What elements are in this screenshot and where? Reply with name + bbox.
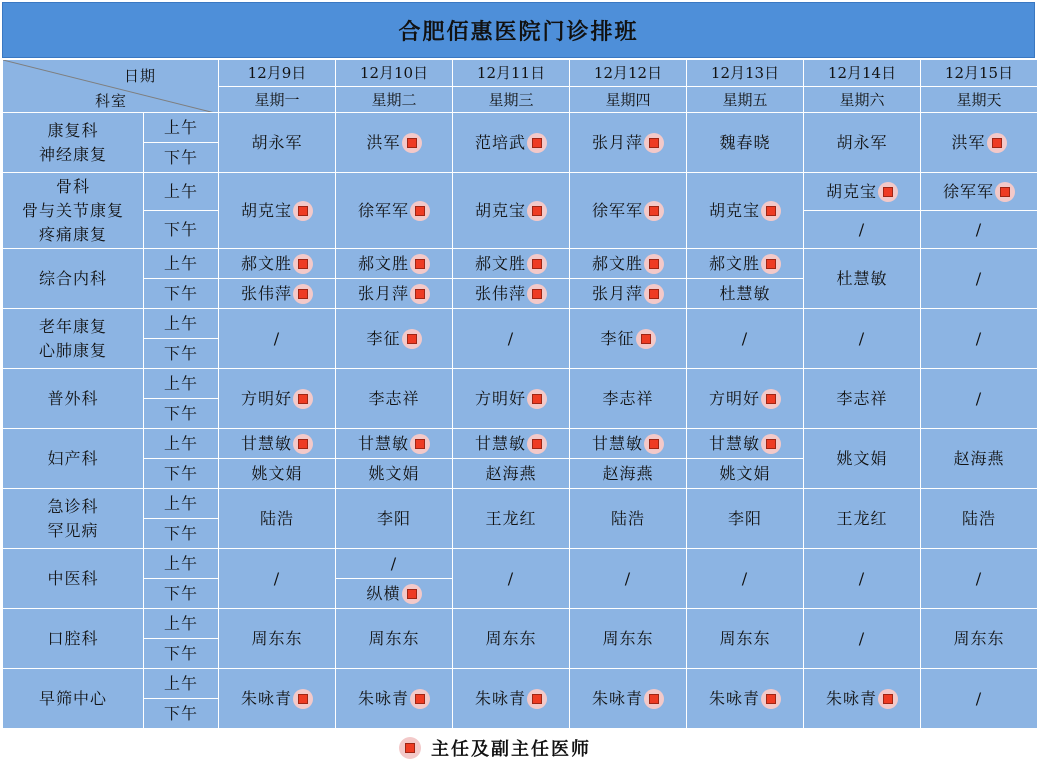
doctor-name: / bbox=[741, 568, 749, 588]
department-row bbox=[3, 309, 1038, 339]
schedule-cell bbox=[453, 459, 570, 489]
doctor-name: / bbox=[273, 568, 281, 588]
schedule-cell bbox=[804, 429, 921, 489]
senior-doctor-marker-icon bbox=[399, 737, 421, 759]
department-name bbox=[3, 669, 144, 729]
doctor-name: 胡克宝 bbox=[474, 200, 526, 220]
header-weekday: 星期六 bbox=[804, 87, 921, 113]
schedule-cell bbox=[804, 249, 921, 309]
period-am: 上午 bbox=[144, 113, 219, 143]
schedule-cell bbox=[921, 549, 1038, 609]
period-pm: 下午 bbox=[144, 279, 219, 309]
doctor-name: 郝文胜 bbox=[708, 253, 760, 273]
schedule-cell bbox=[921, 211, 1038, 249]
period-pm: 下午 bbox=[144, 639, 219, 669]
schedule-cell bbox=[804, 369, 921, 429]
senior-doctor-marker-icon bbox=[761, 434, 781, 454]
department-label: 早筛中心 bbox=[38, 688, 107, 708]
department-name bbox=[3, 309, 144, 369]
schedule-table bbox=[2, 59, 1038, 729]
schedule-cell bbox=[687, 609, 804, 669]
senior-doctor-marker-icon bbox=[761, 389, 781, 409]
header-weekday: 星期一 bbox=[219, 87, 336, 113]
schedule-cell bbox=[804, 113, 921, 173]
senior-doctor-marker-icon bbox=[293, 201, 313, 221]
header-weekday: 星期三 bbox=[453, 87, 570, 113]
department-row bbox=[3, 669, 1038, 699]
header-weekday: 星期二 bbox=[336, 87, 453, 113]
doctor-name: 朱咏青 bbox=[591, 688, 643, 708]
doctor-name: 张月萍 bbox=[591, 132, 643, 152]
doctor-name: 胡克宝 bbox=[708, 200, 760, 220]
schedule-cell bbox=[687, 279, 804, 309]
header-weekday: 星期四 bbox=[570, 87, 687, 113]
header-date: 12月12日 bbox=[570, 60, 687, 87]
department-row bbox=[3, 249, 1038, 279]
schedule-cell bbox=[570, 429, 687, 459]
schedule-cell bbox=[453, 279, 570, 309]
senior-doctor-marker-icon bbox=[761, 201, 781, 221]
doctor-name: 甘慧敏 bbox=[240, 433, 292, 453]
schedule-cell bbox=[921, 489, 1038, 549]
doctor-name: 甘慧敏 bbox=[708, 433, 760, 453]
schedule-cell bbox=[687, 369, 804, 429]
period-pm: 下午 bbox=[144, 579, 219, 609]
department-row bbox=[3, 489, 1038, 519]
department-row bbox=[3, 609, 1038, 639]
legend-label: 主任及副主任医师 bbox=[431, 739, 591, 760]
header-weekday: 星期天 bbox=[921, 87, 1038, 113]
senior-doctor-marker-icon bbox=[987, 133, 1007, 153]
department-label: 综合内科 bbox=[38, 268, 107, 288]
period-am: 上午 bbox=[144, 249, 219, 279]
period-am: 上午 bbox=[144, 369, 219, 399]
doctor-name: 范培武 bbox=[474, 132, 526, 152]
doctor-name: 赵海燕 bbox=[485, 463, 537, 483]
senior-doctor-marker-icon bbox=[878, 689, 898, 709]
schedule-cell bbox=[570, 669, 687, 729]
legend bbox=[398, 735, 591, 761]
schedule-cell bbox=[453, 113, 570, 173]
senior-doctor-marker-icon bbox=[410, 689, 430, 709]
doctor-name: 李征 bbox=[366, 328, 401, 348]
department-row bbox=[3, 113, 1038, 143]
doctor-name: 徐军军 bbox=[942, 181, 994, 201]
schedule-cell bbox=[219, 609, 336, 669]
period-pm: 下午 bbox=[144, 339, 219, 369]
department-label: 骨与关节康复 bbox=[21, 200, 124, 220]
doctor-name: / bbox=[975, 388, 983, 408]
schedule-cell bbox=[921, 249, 1038, 309]
doctor-name: 姚文娟 bbox=[368, 463, 420, 483]
schedule-cell bbox=[453, 309, 570, 369]
department-label: 老年康复 bbox=[38, 316, 107, 336]
schedule-cell bbox=[687, 549, 804, 609]
page-title: 合肥佰惠医院门诊排班 bbox=[2, 2, 1035, 58]
department-row bbox=[3, 369, 1038, 399]
period-pm: 下午 bbox=[144, 699, 219, 729]
schedule-cell bbox=[336, 279, 453, 309]
senior-doctor-marker-icon bbox=[410, 254, 430, 274]
schedule-cell bbox=[453, 369, 570, 429]
senior-doctor-marker-icon bbox=[293, 434, 313, 454]
schedule-cell bbox=[687, 669, 804, 729]
department-name bbox=[3, 489, 144, 549]
doctor-name: / bbox=[975, 688, 983, 708]
doctor-name: / bbox=[975, 568, 983, 588]
schedule-cell bbox=[453, 249, 570, 279]
senior-doctor-marker-icon bbox=[761, 254, 781, 274]
doctor-name: 姚文娟 bbox=[719, 463, 771, 483]
schedule-cell bbox=[219, 249, 336, 279]
department-label: 心肺康复 bbox=[38, 340, 107, 360]
schedule-cell bbox=[570, 173, 687, 249]
doctor-name: 张伟萍 bbox=[474, 283, 526, 303]
senior-doctor-marker-icon bbox=[410, 284, 430, 304]
period-am: 上午 bbox=[144, 669, 219, 699]
department-label: 康复科 bbox=[47, 120, 99, 140]
header-weekday: 星期五 bbox=[687, 87, 804, 113]
senior-doctor-marker-icon bbox=[644, 284, 664, 304]
schedule-cell bbox=[921, 369, 1038, 429]
senior-doctor-marker-icon bbox=[644, 201, 664, 221]
doctor-name: / bbox=[390, 553, 398, 573]
doctor-name: 陆浩 bbox=[961, 508, 996, 528]
doctor-name: / bbox=[858, 219, 866, 239]
department-name bbox=[3, 609, 144, 669]
schedule-cell bbox=[453, 429, 570, 459]
doctor-name: / bbox=[741, 328, 749, 348]
schedule-cell bbox=[336, 669, 453, 729]
schedule-cell bbox=[804, 211, 921, 249]
senior-doctor-marker-icon bbox=[995, 182, 1015, 202]
schedule-cell bbox=[570, 279, 687, 309]
period-pm: 下午 bbox=[144, 211, 219, 249]
schedule-cell bbox=[219, 309, 336, 369]
doctor-name: 郝文胜 bbox=[357, 253, 409, 273]
schedule-cell bbox=[453, 669, 570, 729]
schedule-cell bbox=[804, 609, 921, 669]
schedule-cell bbox=[921, 609, 1038, 669]
doctor-name: 张月萍 bbox=[591, 283, 643, 303]
schedule-cell bbox=[570, 249, 687, 279]
schedule-cell bbox=[336, 249, 453, 279]
header-date: 12月13日 bbox=[687, 60, 804, 87]
senior-doctor-marker-icon bbox=[293, 284, 313, 304]
doctor-name: 甘慧敏 bbox=[474, 433, 526, 453]
doctor-name: 胡永军 bbox=[251, 132, 303, 152]
schedule-cell bbox=[921, 309, 1038, 369]
doctor-name: 朱咏青 bbox=[240, 688, 292, 708]
department-name bbox=[3, 549, 144, 609]
department-name bbox=[3, 429, 144, 489]
senior-doctor-marker-icon bbox=[644, 133, 664, 153]
doctor-name: / bbox=[624, 568, 632, 588]
schedule-cell bbox=[336, 489, 453, 549]
doctor-name: 朱咏青 bbox=[474, 688, 526, 708]
doctor-name: 王龙红 bbox=[836, 508, 888, 528]
header-date: 12月9日 bbox=[219, 60, 336, 87]
schedule-cell bbox=[336, 459, 453, 489]
doctor-name: 洪军 bbox=[951, 132, 986, 152]
schedule-cell bbox=[687, 429, 804, 459]
schedule-cell bbox=[921, 429, 1038, 489]
doctor-name: 张伟萍 bbox=[240, 283, 292, 303]
senior-doctor-marker-icon bbox=[527, 689, 547, 709]
senior-doctor-marker-icon bbox=[527, 389, 547, 409]
senior-doctor-marker-icon bbox=[402, 329, 422, 349]
doctor-name: 李阳 bbox=[376, 508, 411, 528]
doctor-name: 杜慧敏 bbox=[836, 268, 888, 288]
doctor-name: 郝文胜 bbox=[474, 253, 526, 273]
doctor-name: / bbox=[858, 568, 866, 588]
doctor-name: 郝文胜 bbox=[240, 253, 292, 273]
senior-doctor-marker-icon bbox=[293, 254, 313, 274]
department-row bbox=[3, 549, 1038, 579]
schedule-cell bbox=[336, 429, 453, 459]
doctor-name: 周东东 bbox=[602, 628, 654, 648]
doctor-name: 周东东 bbox=[251, 628, 303, 648]
schedule-cell bbox=[219, 429, 336, 459]
doctor-name: / bbox=[507, 568, 515, 588]
period-am: 上午 bbox=[144, 489, 219, 519]
schedule-cell bbox=[570, 549, 687, 609]
header-date: 12月10日 bbox=[336, 60, 453, 87]
doctor-name: 张月萍 bbox=[357, 283, 409, 303]
schedule-cell bbox=[687, 309, 804, 369]
period-pm: 下午 bbox=[144, 143, 219, 173]
schedule-cell bbox=[570, 459, 687, 489]
doctor-name: 李阳 bbox=[727, 508, 762, 528]
schedule-cell bbox=[687, 489, 804, 549]
schedule-cell bbox=[804, 549, 921, 609]
schedule-cell bbox=[570, 309, 687, 369]
doctor-name: / bbox=[507, 328, 515, 348]
senior-doctor-marker-icon bbox=[636, 329, 656, 349]
doctor-name: 胡克宝 bbox=[240, 200, 292, 220]
schedule-cell bbox=[336, 369, 453, 429]
schedule-cell bbox=[921, 173, 1038, 211]
department-label: 骨科 bbox=[55, 176, 90, 196]
doctor-name: 王龙红 bbox=[485, 508, 537, 528]
header-date: 12月14日 bbox=[804, 60, 921, 87]
doctor-name: 陆浩 bbox=[610, 508, 645, 528]
period-am: 上午 bbox=[144, 549, 219, 579]
senior-doctor-marker-icon bbox=[410, 434, 430, 454]
senior-doctor-marker-icon bbox=[761, 689, 781, 709]
schedule-cell bbox=[804, 173, 921, 211]
period-pm: 下午 bbox=[144, 399, 219, 429]
department-name bbox=[3, 369, 144, 429]
senior-doctor-marker-icon bbox=[527, 254, 547, 274]
senior-doctor-marker-icon bbox=[402, 133, 422, 153]
header-date: 12月11日 bbox=[453, 60, 570, 87]
schedule-cell bbox=[219, 489, 336, 549]
schedule-cell bbox=[453, 489, 570, 549]
department-label: 妇产科 bbox=[47, 448, 99, 468]
header-dept-label: 科室 bbox=[95, 92, 128, 110]
schedule-cell bbox=[570, 113, 687, 173]
schedule-cell bbox=[570, 369, 687, 429]
schedule-cell bbox=[336, 549, 453, 579]
department-label: 疼痛康复 bbox=[38, 224, 107, 244]
doctor-name: 杜慧敏 bbox=[719, 283, 771, 303]
doctor-name: / bbox=[975, 219, 983, 239]
senior-doctor-marker-icon bbox=[402, 584, 422, 604]
doctor-name: 李志祥 bbox=[836, 388, 888, 408]
department-label: 口腔科 bbox=[47, 628, 99, 648]
senior-doctor-marker-icon bbox=[410, 201, 430, 221]
doctor-name: 魏春晓 bbox=[719, 132, 771, 152]
department-label: 急诊科 bbox=[47, 496, 99, 516]
schedule-cell bbox=[219, 549, 336, 609]
doctor-name: 甘慧敏 bbox=[357, 433, 409, 453]
senior-doctor-marker-icon bbox=[644, 434, 664, 454]
schedule-cell bbox=[219, 459, 336, 489]
doctor-name: 徐军军 bbox=[357, 200, 409, 220]
schedule-cell bbox=[804, 669, 921, 729]
doctor-name: / bbox=[858, 628, 866, 648]
doctor-name: / bbox=[858, 328, 866, 348]
senior-doctor-marker-icon bbox=[527, 133, 547, 153]
department-label: 神经康复 bbox=[38, 144, 107, 164]
schedule-cell bbox=[453, 609, 570, 669]
doctor-name: 朱咏青 bbox=[708, 688, 760, 708]
period-pm: 下午 bbox=[144, 459, 219, 489]
department-label: 普外科 bbox=[47, 388, 99, 408]
doctor-name: 胡永军 bbox=[836, 132, 888, 152]
doctor-name: 赵海燕 bbox=[953, 448, 1005, 468]
department-row bbox=[3, 429, 1038, 459]
schedule-cell bbox=[921, 669, 1038, 729]
doctor-name: 李志祥 bbox=[368, 388, 420, 408]
schedule-cell bbox=[219, 669, 336, 729]
doctor-name: 周东东 bbox=[368, 628, 420, 648]
doctor-name: / bbox=[975, 328, 983, 348]
doctor-name: 姚文娟 bbox=[251, 463, 303, 483]
header-row-dates bbox=[3, 60, 1038, 87]
doctor-name: 朱咏青 bbox=[357, 688, 409, 708]
doctor-name: 周东东 bbox=[485, 628, 537, 648]
doctor-name: 洪军 bbox=[366, 132, 401, 152]
doctor-name: 朱咏青 bbox=[825, 688, 877, 708]
doctor-name: 徐军军 bbox=[591, 200, 643, 220]
schedule-cell bbox=[219, 173, 336, 249]
doctor-name: 纵横 bbox=[366, 583, 401, 603]
schedule-cell bbox=[336, 173, 453, 249]
schedule-cell bbox=[336, 579, 453, 609]
header-date-label: 日期 bbox=[123, 67, 156, 85]
senior-doctor-marker-icon bbox=[293, 389, 313, 409]
senior-doctor-marker-icon bbox=[293, 689, 313, 709]
schedule-cell bbox=[804, 309, 921, 369]
department-label: 罕见病 bbox=[47, 520, 99, 540]
schedule-cell bbox=[219, 369, 336, 429]
schedule-cell bbox=[804, 489, 921, 549]
department-name bbox=[3, 249, 144, 309]
schedule-cell bbox=[570, 609, 687, 669]
schedule-cell bbox=[687, 173, 804, 249]
schedule-cell bbox=[687, 459, 804, 489]
department-label: 中医科 bbox=[47, 568, 99, 588]
senior-doctor-marker-icon bbox=[644, 254, 664, 274]
doctor-name: 周东东 bbox=[719, 628, 771, 648]
schedule-cell bbox=[453, 549, 570, 609]
schedule-cell bbox=[219, 279, 336, 309]
doctor-name: 胡克宝 bbox=[825, 181, 877, 201]
senior-doctor-marker-icon bbox=[878, 182, 898, 202]
schedule-cell bbox=[687, 249, 804, 279]
doctor-name: / bbox=[273, 328, 281, 348]
senior-doctor-marker-icon bbox=[527, 284, 547, 304]
doctor-name: 陆浩 bbox=[259, 508, 294, 528]
period-am: 上午 bbox=[144, 309, 219, 339]
schedule-cell bbox=[570, 489, 687, 549]
schedule-cell bbox=[453, 173, 570, 249]
senior-doctor-marker-icon bbox=[527, 434, 547, 454]
senior-doctor-marker-icon bbox=[527, 201, 547, 221]
schedule-cell bbox=[687, 113, 804, 173]
doctor-name: 李志祥 bbox=[602, 388, 654, 408]
period-pm: 下午 bbox=[144, 519, 219, 549]
doctor-name: 周东东 bbox=[953, 628, 1005, 648]
department-row bbox=[3, 173, 1038, 211]
doctor-name: 方明好 bbox=[708, 388, 760, 408]
header-date: 12月15日 bbox=[921, 60, 1038, 87]
doctor-name: 方明好 bbox=[474, 388, 526, 408]
doctor-name: 姚文娟 bbox=[836, 448, 888, 468]
doctor-name: 方明好 bbox=[240, 388, 292, 408]
schedule-cell bbox=[921, 113, 1038, 173]
schedule-cell bbox=[336, 113, 453, 173]
department-name bbox=[3, 113, 144, 173]
doctor-name: 李征 bbox=[600, 328, 635, 348]
doctor-name: / bbox=[975, 268, 983, 288]
schedule-cell bbox=[219, 113, 336, 173]
period-am: 上午 bbox=[144, 173, 219, 211]
doctor-name: 甘慧敏 bbox=[591, 433, 643, 453]
doctor-name: 赵海燕 bbox=[602, 463, 654, 483]
department-name bbox=[3, 173, 144, 249]
schedule-cell bbox=[336, 309, 453, 369]
schedule-cell bbox=[336, 609, 453, 669]
doctor-name: 郝文胜 bbox=[591, 253, 643, 273]
period-am: 上午 bbox=[144, 609, 219, 639]
header-corner bbox=[3, 60, 219, 113]
period-am: 上午 bbox=[144, 429, 219, 459]
senior-doctor-marker-icon bbox=[644, 689, 664, 709]
